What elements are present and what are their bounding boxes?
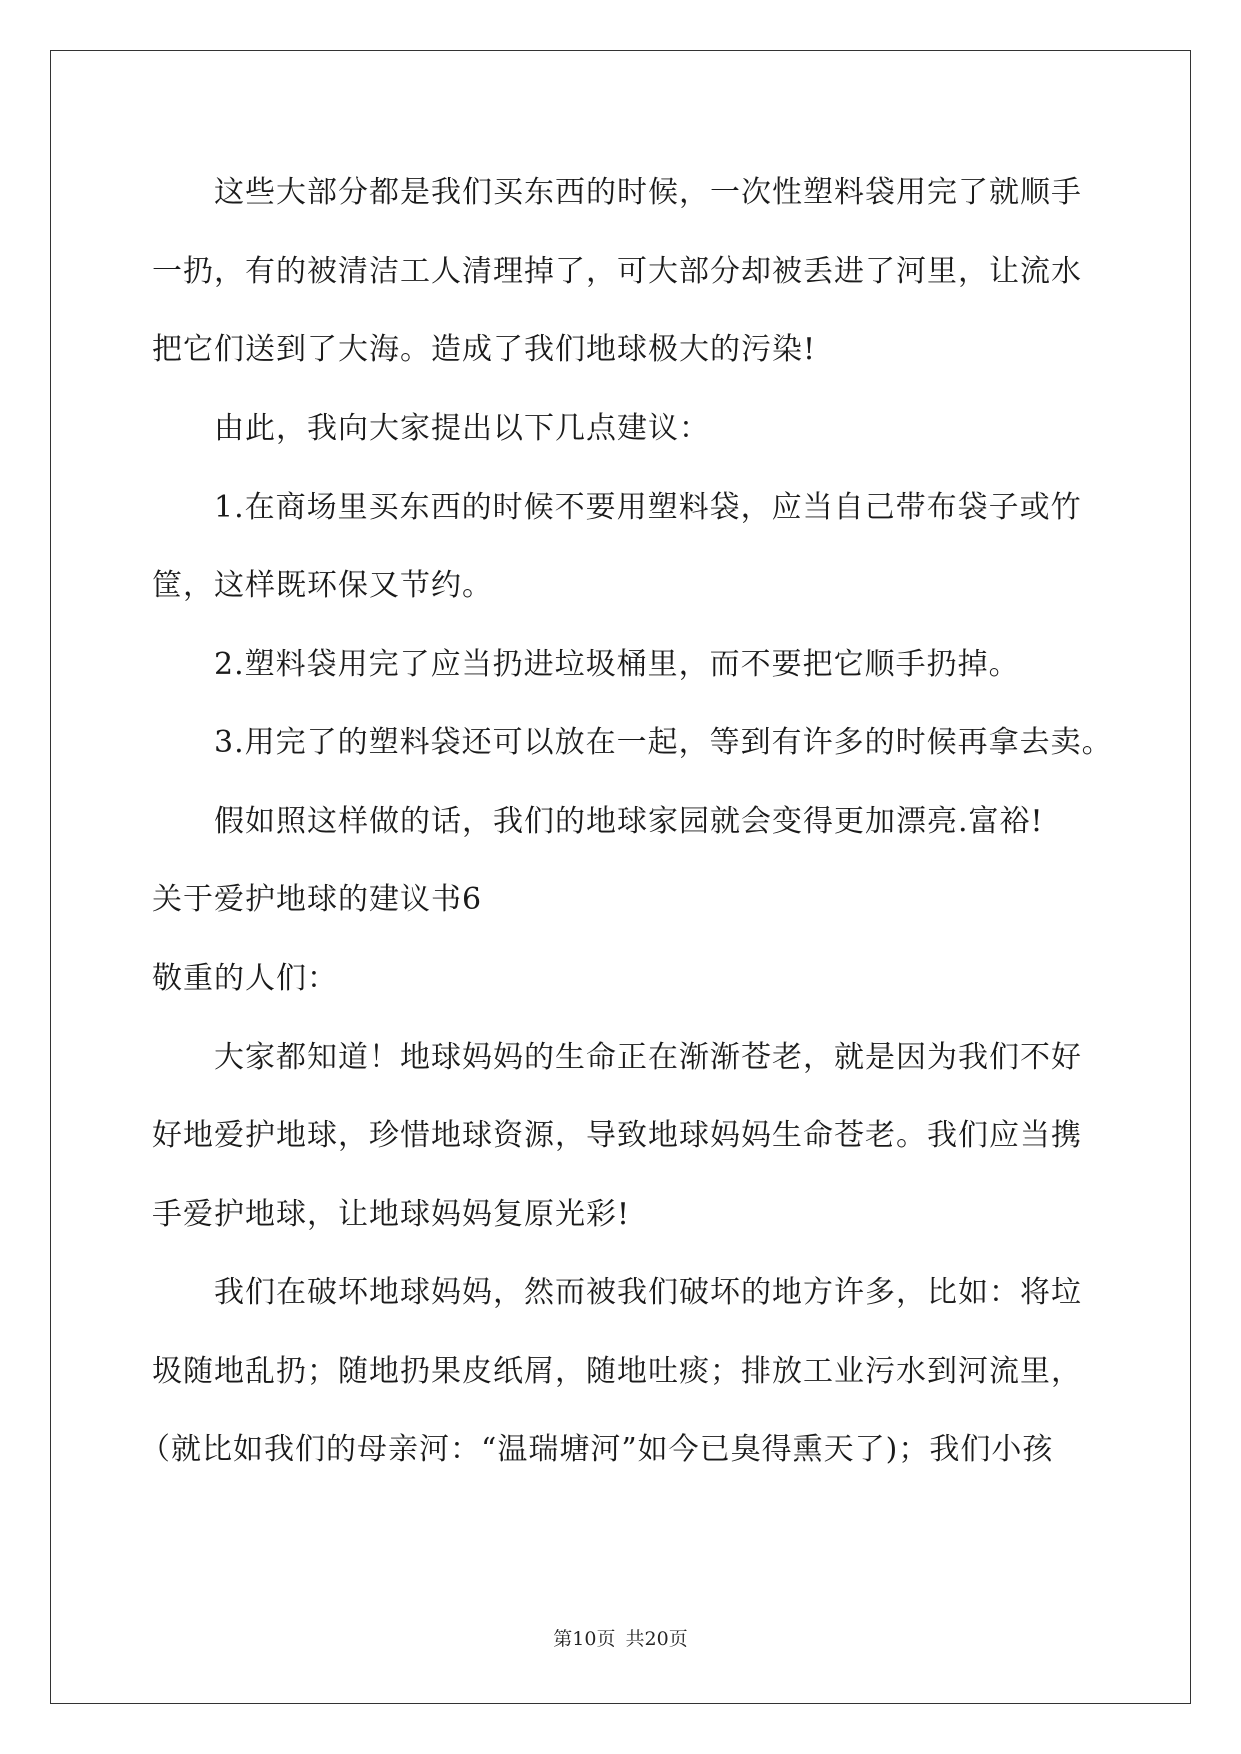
list-item: 3.用完了的塑料袋还可以放在一起，等到有许多的时候再拿去卖。: [214, 725, 1113, 760]
paragraph-line: 我们在破坏地球妈妈，然而被我们破坏的地方许多，比如：将垃: [214, 1275, 1082, 1310]
list-item: 1.在商场里买东西的时候不要用塑料袋，应当自己带布袋子或竹: [214, 490, 1082, 525]
page-footer: [0, 1627, 1241, 1651]
salutation: 敬重的人们：: [152, 961, 338, 996]
section-heading: 关于爱护地球的建议书6: [152, 882, 483, 917]
paragraph-line: （就比如我们的母亲河：“温瑞塘河”如今已臭得熏天了)；我们小孩: [140, 1432, 1054, 1467]
page-total: 共20页: [625, 1628, 688, 1650]
page-number: 第10页: [553, 1628, 616, 1650]
paragraph-line: 大家都知道！地球妈妈的生命正在渐渐苍老，就是因为我们不好: [214, 1040, 1082, 1075]
paragraph-line: 假如照这样做的话，我们的地球家园就会变得更加漂亮.富裕!: [214, 804, 1044, 839]
paragraph-line: 圾随地乱扔；随地扔果皮纸屑，随地吐痰；排放工业污水到河流里，: [152, 1354, 1082, 1389]
paragraph-line: 把它们送到了大海。造成了我们地球极大的污染!: [152, 332, 817, 367]
paragraph-line: 由此，我向大家提出以下几点建议：: [214, 411, 710, 446]
paragraph-line: 手爱护地球，让地球妈妈复原光彩!: [152, 1197, 631, 1232]
paragraph-line: 好地爱护地球，珍惜地球资源，导致地球妈妈生命苍老。我们应当携: [152, 1118, 1082, 1153]
paragraph-line: 这些大部分都是我们买东西的时候，一次性塑料袋用完了就顺手: [214, 175, 1082, 210]
list-item: 2.塑料袋用完了应当扔进垃圾桶里，而不要把它顺手扔掉。: [214, 647, 1020, 682]
paragraph-line: 一扔，有的被清洁工人清理掉了，可大部分却被丢进了河里，让流水: [152, 254, 1082, 289]
paragraph-line: 筐，这样既环保又节约。: [152, 568, 493, 603]
